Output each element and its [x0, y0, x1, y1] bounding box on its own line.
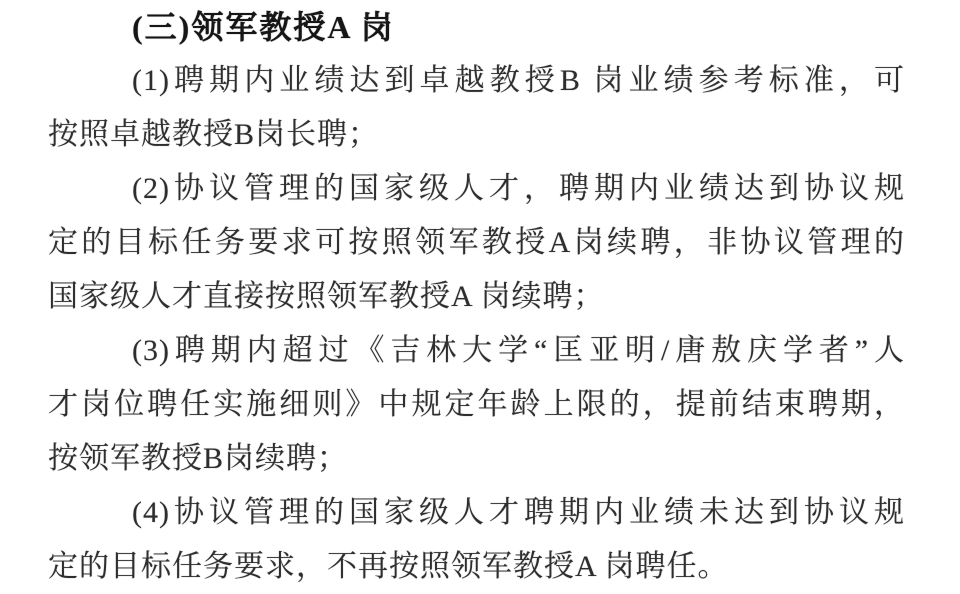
paragraph-3-line-2: 才岗位聘任实施细则》中规定年龄上限的，提前结束聘期，: [48, 388, 905, 421]
paragraph-3-line-1: (3)聘期内超过《吉林大学“匡亚明/唐敖庆学者”人: [132, 334, 905, 367]
paragraph-4-line-2: 定的目标任务要求，不再按照领军教授A 岗聘任。: [48, 550, 729, 583]
paragraph-3-line-3: 按领军教授B岗续聘；: [48, 442, 349, 475]
paragraph-2-line-2: 定的目标任务要求可按照领军教授A岗续聘，非协议管理的: [48, 226, 905, 259]
paragraph-2-line-3: 国家级人才直接按照领军教授A 岗续聘；: [48, 280, 605, 313]
paragraph-4-line-1: (4)协议管理的国家级人才聘期内业绩未达到协议规: [132, 496, 905, 529]
paragraph-2-line-1: (2)协议管理的国家级人才，聘期内业绩达到协议规: [132, 172, 905, 205]
section-heading: (三)领军教授A 岗: [132, 9, 395, 45]
paragraph-1-line-1: (1)聘期内业绩达到卓越教授B 岗业绩参考标准，可: [132, 64, 905, 97]
paragraph-1-line-2: 按照卓越教授B岗长聘；: [48, 118, 380, 151]
